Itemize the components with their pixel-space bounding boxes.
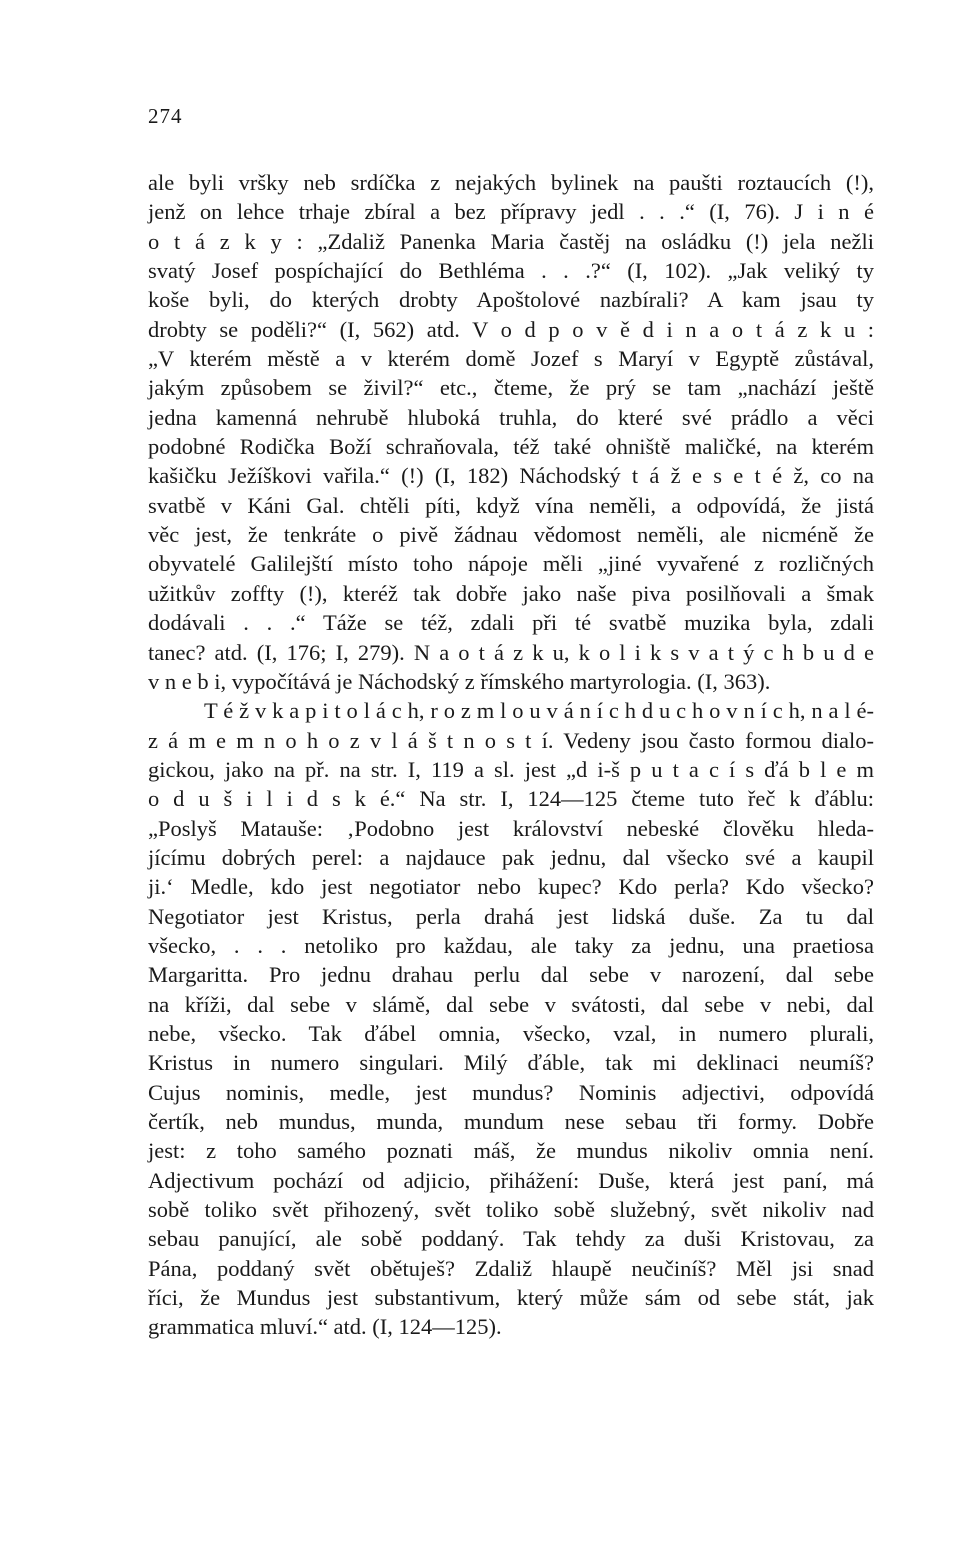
text-line: o t á z k y : „Zdaliž Panenka Maria častěj na osládku (!) jela nežli: [148, 228, 874, 254]
text-line: obyvatelé Galilejští místo toho nápoje měli „jiné vyvařené z rozličných: [148, 551, 874, 577]
text-line: Margaritta. Pro jednu drahau perlu dal sebe v narození, dal sebe: [148, 962, 874, 988]
text-line: jakým způsobem se živil?“ etc., čteme, že prý se tam „nachází ještě: [148, 375, 874, 401]
text-line: koše byli, do kterých drobty Apoštolové nazbírali? A kam jsau ty: [148, 287, 874, 313]
text-line: jedna kamenná nehrubě hluboká truhla, do které své prádlo a věci: [148, 404, 874, 430]
text-line: čertík, neb mundus, munda, mundum nese sebau tři formy. Dobře: [148, 1109, 874, 1134]
text-line: drobty se poděli?“ (I, 562) atd. V o d p o v ě d i n a o t á z k u :: [148, 316, 874, 342]
text-line: jenž on lehce trhaje zbíral a bez přípravy jedl . . .“ (I, 76). J i n é: [148, 199, 874, 225]
text-line: gickou, jako na př. na str. I, 119 a sl. jest „d i-š p u t a c í s ďá b l e m: [148, 756, 874, 782]
text-line: „V kterém městě a v kterém domě Jozef s Maryí v Egyptě zůstával,: [148, 346, 874, 372]
text-line: z á m e m n o h o z v l á š t n o s t í. Vedeny jsou často formou dialo-: [148, 727, 874, 753]
text-line: jest: z toho samého poznati máš, že mundus nikoliv omnia není.: [148, 1138, 874, 1164]
text-line: „Poslyš Mataušе: ‚Podobno jest království nebeské člověku hleda-: [148, 815, 874, 841]
text-line: ji.‘ Medle, kdo jest negotiator nebo kupec? Kdo perla? Kdo všecko?: [148, 874, 874, 900]
text-line: sebau panující, ale sobě poddaný. Tak tehdy za duši Kristovau, za: [148, 1226, 874, 1252]
text-line: věc jest, že tenkráte o pivě žádnau vědomost neměli, ale nicméně že: [148, 522, 874, 548]
text-line: Negotiator jest Kristus, perla drahá jest lidská duše. Za tu dal: [148, 903, 874, 929]
body-text: [148, 168, 874, 1342]
text-line: všecko, . . . netoliko pro každau, ale taky za jednu, una praetiosa: [148, 932, 874, 958]
text-line: na kříži, dal sebe v slámě, dal sebe v svátosti, dal sebe v nebi, dal: [148, 991, 874, 1017]
text-line: jícímu dobrých perel: a najdauce pak jednu, dal všecko své a kaupil: [148, 844, 874, 870]
text-line: grammatica mluví.“ atd. (I, 124—125).: [148, 1314, 502, 1340]
text-line: podobné Rodička Boží schraňovala, též také ohniště maličké, na kterém: [148, 434, 874, 460]
text-line: Pána, poddaný svět obětuješ? Zdaliž hlaupě neučiníš? Měl jsi snad: [148, 1255, 874, 1281]
text-line: Adjectivum pochází od adjicio, přihážení: Duše, která jest paní, má: [148, 1167, 874, 1193]
text-line: o d u š i l i d s k é.“ Na str. I, 124—125 čteme tuto řeč k ďáblu:: [148, 786, 874, 812]
text-line: svatý Josef pospíchající do Bethléma . . .?“ (I, 102). „Jak veliký ty: [148, 258, 874, 284]
text-line: v n e b i, vypočítává je Náchodský z římského martyrologia. (I, 363).: [148, 668, 771, 694]
paragraph-start-line: T é ž v k a p i t o l á c h, r o z m l o u v á n í c h d u c h o v n í c h, n a l é-: [204, 698, 874, 724]
text-line: kašičku Ježíškovi vařila.“ (!) (I, 182) Náchodský t á ž e s e t é ž, co na: [148, 463, 874, 489]
text-line: říci, že Mundus jest substantivum, který může sám od sebe stát, jak: [148, 1285, 874, 1311]
text-line: užitkův zoffty (!), kteréž tak dobře jako naše piva posilňovali a šmak: [148, 580, 874, 606]
text-line: ale byli vršky neb srdíčka z nejakých bylinek na paušti roztaucích (!),: [148, 170, 874, 195]
text-line: tanec? atd. (I, 176; I, 279). N a o t á z k u, k o l i k s v a t ý c h b u d e: [148, 639, 874, 665]
text-line: dodávali . . .“ Táže se též, zdali při té svatbě muzika byla, zdali: [148, 610, 874, 636]
text-line: sobě toliko svět přihozený, svět toliko sobě služebný, svět nikoliv nad: [148, 1197, 874, 1223]
text-line: nebe, všecko. Tak ďábel omnia, všecko, vzal, in numero plurali,: [148, 1020, 874, 1046]
text-line: Kristus in numero singulari. Milý ďáble, tak mi deklinaci neumíš?: [148, 1050, 874, 1076]
text-line: svatbě v Káni Gal. chtěli píti, když vína neměli, a odpovídá, že jistá: [148, 492, 874, 518]
text-line: Cujus nominis, medle, jest mundus? Nominis adjectivi, odpovídá: [148, 1079, 874, 1105]
page-number: 274: [148, 104, 183, 128]
